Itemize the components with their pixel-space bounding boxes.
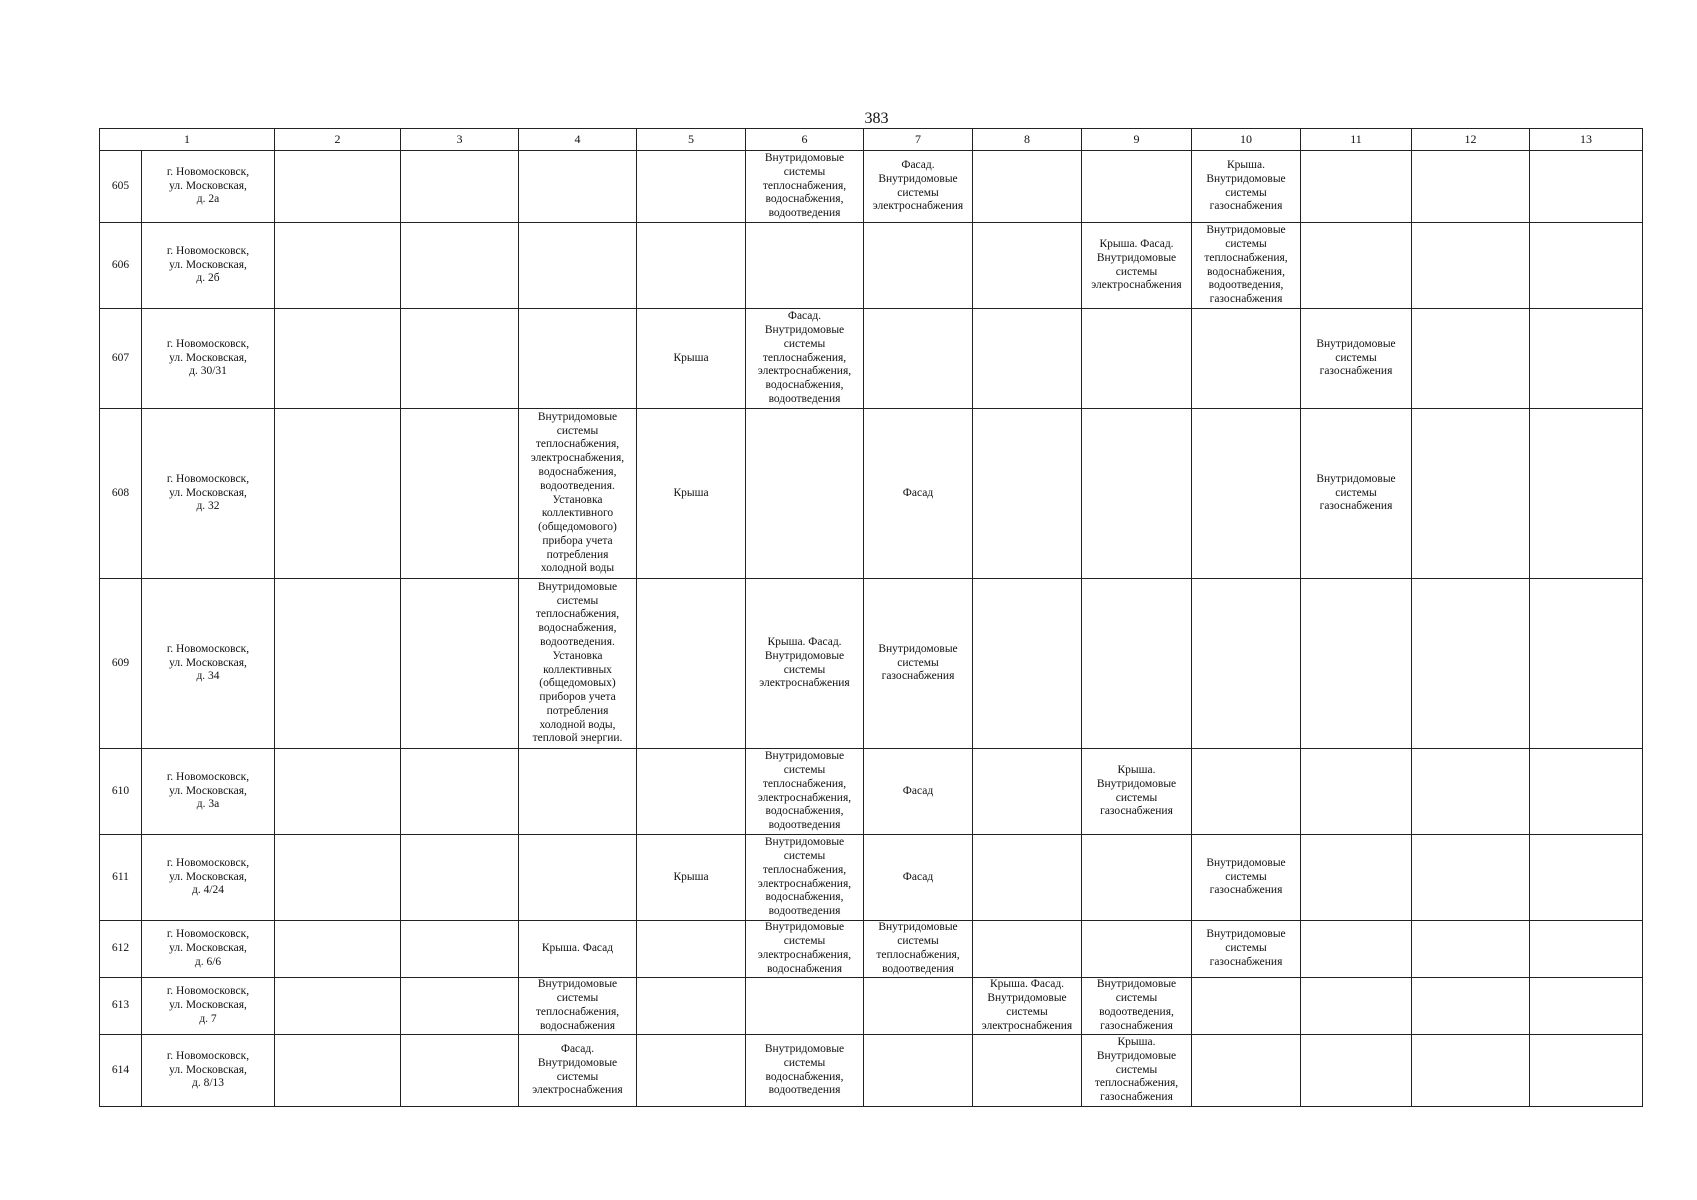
- header-cell-3: 3: [401, 129, 519, 151]
- cell-col-8: [973, 151, 1082, 223]
- cell-col-13: [1530, 921, 1643, 978]
- cell-col-12: [1412, 1035, 1530, 1107]
- cell-col-8: [973, 223, 1082, 309]
- cell-col-4: Внутридомовые системы теплоснабжения, водоснабжения, водоотведения. Установка коллективных (общедомовых) приборов учета потребления холодной воды, тепловой энергии.: [519, 579, 637, 749]
- address-cell: г. Новомосковск, ул. Московская, д. 4/24: [142, 835, 275, 921]
- cell-col-4: Фасад. Внутридомовые системы электроснабжения: [519, 1035, 637, 1107]
- cell-col-3: [401, 579, 519, 749]
- cell-col-13: [1530, 1035, 1643, 1107]
- cell-col-10: Внутридомовые системы теплоснабжения, водоснабжения, водоотведения, газоснабжения: [1192, 223, 1301, 309]
- address-cell: г. Новомосковск, ул. Московская, д. 32: [142, 409, 275, 579]
- cell-col-4: [519, 151, 637, 223]
- cell-col-2: [275, 978, 401, 1035]
- cell-col-2: [275, 921, 401, 978]
- cell-col-12: [1412, 151, 1530, 223]
- address-cell: г. Новомосковск, ул. Московская, д. 2б: [142, 223, 275, 309]
- page-number: 383: [864, 110, 889, 127]
- row-number-cell: 613: [100, 978, 142, 1035]
- cell-col-9: [1082, 409, 1192, 579]
- cell-col-3: [401, 978, 519, 1035]
- cell-col-3: [401, 151, 519, 223]
- cell-col-9: Крыша. Фасад. Внутридомовые системы электроснабжения: [1082, 223, 1192, 309]
- header-cell-13: 13: [1530, 129, 1643, 151]
- header-cell-2: 2: [275, 129, 401, 151]
- cell-col-12: [1412, 409, 1530, 579]
- cell-col-3: [401, 835, 519, 921]
- address-cell: г. Новомосковск, ул. Московская, д. 30/31: [142, 309, 275, 409]
- cell-col-4: Внутридомовые системы теплоснабжения, электроснабжения, водоснабжения, водоотведения. Установка коллективного (общедомового) прибора учета потребления холодной воды: [519, 409, 637, 579]
- header-cell-12: 12: [1412, 129, 1530, 151]
- cell-col-12: [1412, 921, 1530, 978]
- cell-col-4: [519, 223, 637, 309]
- cell-col-10: [1192, 978, 1301, 1035]
- cell-col-3: [401, 409, 519, 579]
- cell-col-11: [1301, 835, 1412, 921]
- cell-col-12: [1412, 223, 1530, 309]
- cell-col-4: Крыша. Фасад: [519, 921, 637, 978]
- cell-col-6: [746, 409, 864, 579]
- cell-col-9: Крыша. Внутридомовые системы газоснабжения: [1082, 749, 1192, 835]
- cell-col-7: [864, 978, 973, 1035]
- cell-col-9: Крыша. Внутридомовые системы теплоснабжения, газоснабжения: [1082, 1035, 1192, 1107]
- cell-col-13: [1530, 409, 1643, 579]
- cell-col-5: Крыша: [637, 835, 746, 921]
- cell-col-3: [401, 749, 519, 835]
- cell-col-5: [637, 978, 746, 1035]
- cell-col-9: [1082, 309, 1192, 409]
- cell-col-7: [864, 223, 973, 309]
- cell-col-4: [519, 309, 637, 409]
- cell-col-8: Крыша. Фасад. Внутридомовые системы электроснабжения: [973, 978, 1082, 1035]
- cell-col-4: [519, 749, 637, 835]
- cell-col-12: [1412, 579, 1530, 749]
- cell-col-5: [637, 749, 746, 835]
- cell-col-5: [637, 921, 746, 978]
- cell-col-11: [1301, 151, 1412, 223]
- header-row: [100, 129, 1643, 151]
- row-number-cell: 606: [100, 223, 142, 309]
- cell-col-3: [401, 309, 519, 409]
- table-row: [100, 749, 1643, 835]
- header-cell-7: 7: [864, 129, 973, 151]
- cell-col-2: [275, 309, 401, 409]
- cell-col-2: [275, 409, 401, 579]
- table-row: [100, 579, 1643, 749]
- table-row: [100, 921, 1643, 978]
- header-cell-10: 10: [1192, 129, 1301, 151]
- address-cell: г. Новомосковск, ул. Московская, д. 6/6: [142, 921, 275, 978]
- cell-col-6: Внутридомовые системы водоснабжения, водоотведения: [746, 1035, 864, 1107]
- cell-col-8: [973, 749, 1082, 835]
- cell-col-5: Крыша: [637, 309, 746, 409]
- cell-col-13: [1530, 749, 1643, 835]
- cell-col-9: [1082, 579, 1192, 749]
- cell-col-10: Крыша. Внутридомовые системы газоснабжения: [1192, 151, 1301, 223]
- address-cell: г. Новомосковск, ул. Московская, д. 34: [142, 579, 275, 749]
- header-cell-9: 9: [1082, 129, 1192, 151]
- cell-col-10: Внутридомовые системы газоснабжения: [1192, 835, 1301, 921]
- cell-col-10: [1192, 749, 1301, 835]
- cell-col-6: Внутридомовые системы теплоснабжения, электроснабжения, водоснабжения, водоотведения: [746, 835, 864, 921]
- cell-col-7: [864, 1035, 973, 1107]
- cell-col-2: [275, 579, 401, 749]
- cell-col-2: [275, 749, 401, 835]
- cell-col-10: [1192, 409, 1301, 579]
- cell-col-12: [1412, 835, 1530, 921]
- cell-col-13: [1530, 309, 1643, 409]
- row-number-cell: 611: [100, 835, 142, 921]
- cell-col-3: [401, 223, 519, 309]
- cell-col-10: [1192, 309, 1301, 409]
- header-cell-1: 1: [100, 129, 275, 151]
- cell-col-12: [1412, 749, 1530, 835]
- repair-schedule-table: [99, 128, 1643, 1107]
- table-row: [100, 151, 1643, 223]
- header-cell-8: 8: [973, 129, 1082, 151]
- cell-col-9: Внутридомовые системы водоотведения, газоснабжения: [1082, 978, 1192, 1035]
- cell-col-11: Внутридомовые системы газоснабжения: [1301, 309, 1412, 409]
- cell-col-12: [1412, 309, 1530, 409]
- cell-col-6: Внутридомовые системы теплоснабжения, электроснабжения, водоснабжения, водоотведения: [746, 749, 864, 835]
- cell-col-4: Внутридомовые системы теплоснабжения, водоснабжения: [519, 978, 637, 1035]
- table-row: [100, 978, 1643, 1035]
- cell-col-9: [1082, 835, 1192, 921]
- row-number-cell: 612: [100, 921, 142, 978]
- cell-col-9: [1082, 151, 1192, 223]
- cell-col-6: Крыша. Фасад. Внутридомовые системы электроснабжения: [746, 579, 864, 749]
- cell-col-8: [973, 835, 1082, 921]
- header-cell-4: 4: [519, 129, 637, 151]
- cell-col-11: [1301, 579, 1412, 749]
- address-cell: г. Новомосковск, ул. Московская, д. 7: [142, 978, 275, 1035]
- cell-col-7: Фасад: [864, 749, 973, 835]
- cell-col-6: Внутридомовые системы теплоснабжения, водоснабжения, водоотведения: [746, 151, 864, 223]
- cell-col-2: [275, 151, 401, 223]
- cell-col-11: [1301, 223, 1412, 309]
- cell-col-3: [401, 1035, 519, 1107]
- row-number-cell: 610: [100, 749, 142, 835]
- table-row: [100, 409, 1643, 579]
- cell-col-5: Крыша: [637, 409, 746, 579]
- row-number-cell: 607: [100, 309, 142, 409]
- cell-col-3: [401, 921, 519, 978]
- cell-col-13: [1530, 151, 1643, 223]
- cell-col-10: [1192, 1035, 1301, 1107]
- cell-col-9: [1082, 921, 1192, 978]
- header-cell-6: 6: [746, 129, 864, 151]
- table-row: [100, 309, 1643, 409]
- row-number-cell: 609: [100, 579, 142, 749]
- cell-col-5: [637, 151, 746, 223]
- row-number-cell: 608: [100, 409, 142, 579]
- cell-col-2: [275, 1035, 401, 1107]
- cell-col-5: [637, 1035, 746, 1107]
- cell-col-5: [637, 579, 746, 749]
- cell-col-8: [973, 309, 1082, 409]
- cell-col-6: Фасад. Внутридомовые системы теплоснабжения, электроснабжения, водоснабжения, водоотведения: [746, 309, 864, 409]
- header-cell-11: 11: [1301, 129, 1412, 151]
- cell-col-6: [746, 978, 864, 1035]
- table-row: [100, 1035, 1643, 1107]
- cell-col-6: Внутридомовые системы электроснабжения, водоснабжения: [746, 921, 864, 978]
- cell-col-11: Внутридомовые системы газоснабжения: [1301, 409, 1412, 579]
- cell-col-11: [1301, 978, 1412, 1035]
- cell-col-7: Фасад. Внутридомовые системы электроснабжения: [864, 151, 973, 223]
- cell-col-6: [746, 223, 864, 309]
- cell-col-10: [1192, 579, 1301, 749]
- cell-col-7: Внутридомовые системы теплоснабжения, водоотведения: [864, 921, 973, 978]
- table-row: [100, 223, 1643, 309]
- cell-col-7: [864, 309, 973, 409]
- cell-col-8: [973, 579, 1082, 749]
- cell-col-11: [1301, 749, 1412, 835]
- cell-col-13: [1530, 579, 1643, 749]
- cell-col-2: [275, 835, 401, 921]
- address-cell: г. Новомосковск, ул. Московская, д. 8/13: [142, 1035, 275, 1107]
- cell-col-10: Внутридомовые системы газоснабжения: [1192, 921, 1301, 978]
- cell-col-8: [973, 921, 1082, 978]
- table-row: [100, 835, 1643, 921]
- cell-col-11: [1301, 1035, 1412, 1107]
- cell-col-11: [1301, 921, 1412, 978]
- cell-col-13: [1530, 978, 1643, 1035]
- cell-col-2: [275, 223, 401, 309]
- address-cell: г. Новомосковск, ул. Московская, д. 2а: [142, 151, 275, 223]
- cell-col-8: [973, 409, 1082, 579]
- table-body: [100, 129, 1643, 1107]
- cell-col-4: [519, 835, 637, 921]
- cell-col-7: Фасад: [864, 835, 973, 921]
- header-cell-5: 5: [637, 129, 746, 151]
- cell-col-7: Фасад: [864, 409, 973, 579]
- cell-col-5: [637, 223, 746, 309]
- row-number-cell: 614: [100, 1035, 142, 1107]
- cell-col-8: [973, 1035, 1082, 1107]
- address-cell: г. Новомосковск, ул. Московская, д. 3а: [142, 749, 275, 835]
- cell-col-13: [1530, 835, 1643, 921]
- cell-col-7: Внутридомовые системы газоснабжения: [864, 579, 973, 749]
- cell-col-13: [1530, 223, 1643, 309]
- row-number-cell: 605: [100, 151, 142, 223]
- cell-col-12: [1412, 978, 1530, 1035]
